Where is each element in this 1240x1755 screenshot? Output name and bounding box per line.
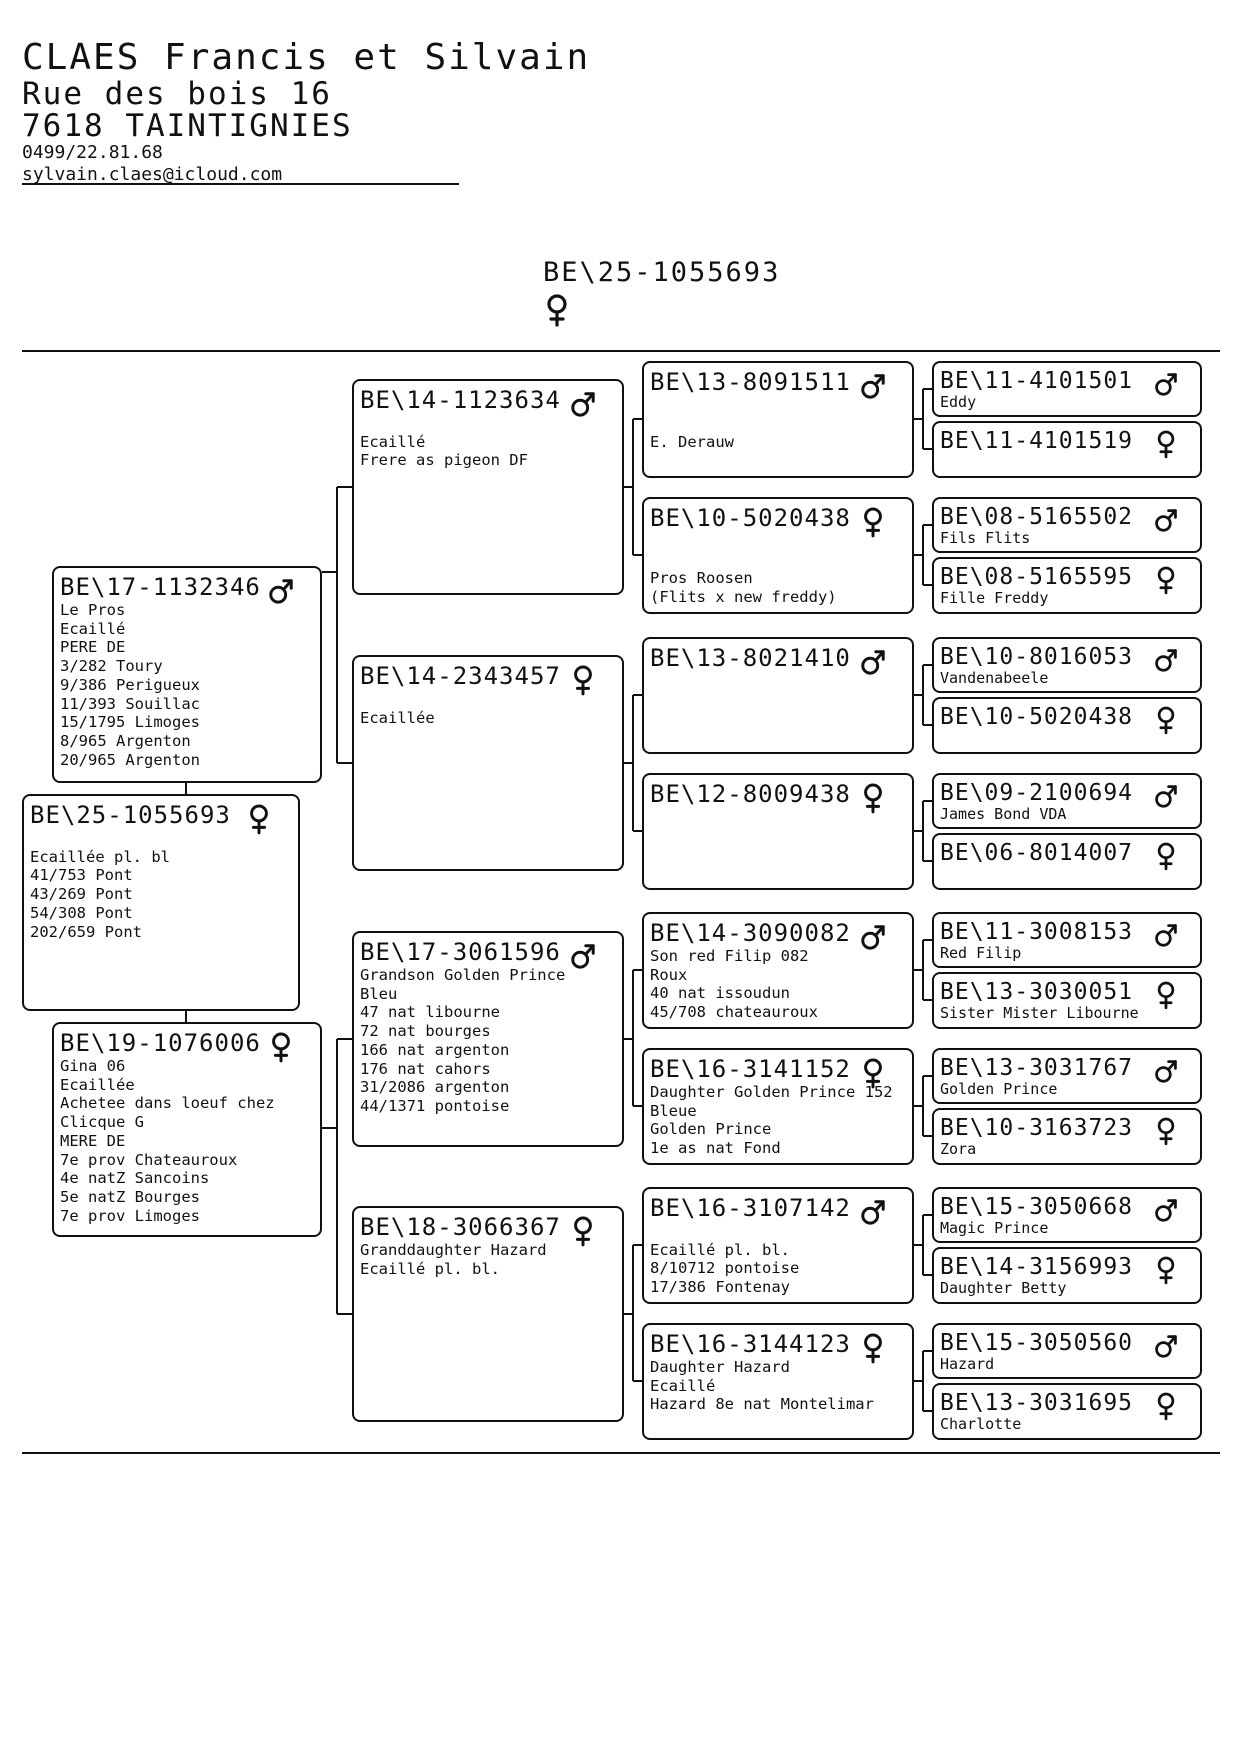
card-note-line: Ecaillé	[360, 432, 426, 451]
card-note-line: 45/708 chateauroux	[650, 1003, 818, 1022]
card-note-line: Clicque G	[60, 1113, 144, 1132]
female-icon	[570, 1215, 596, 1247]
pedigree-card-gen4-8[interactable]	[932, 833, 1202, 890]
ring-number: BE\14-1123634	[360, 386, 561, 414]
ring-number: BE\14-3156993	[940, 1254, 1134, 1280]
card-note-line: 166 nat argenton	[360, 1040, 510, 1059]
ring-number: BE\11-4101519	[940, 428, 1134, 454]
ring-number: BE\15-3050560	[940, 1330, 1134, 1356]
card-note-line: 72 nat bourges	[360, 1022, 491, 1041]
male-icon	[1154, 1056, 1178, 1086]
male-icon	[570, 940, 596, 972]
ring-number: BE\13-3031767	[940, 1055, 1134, 1081]
card-note-line: 7e prov Chateauroux	[60, 1150, 238, 1169]
pedigree-card-gen3-3[interactable]	[642, 637, 914, 754]
card-note-line: 3/282 Toury	[60, 657, 163, 676]
card-note-line: 15/1795 Limoges	[60, 713, 200, 732]
card-note-line: Sister Mister Libourne	[940, 1004, 1139, 1022]
pedigree-card-gen4-9[interactable]	[932, 912, 1202, 968]
card-note-line: Ecaillé	[650, 1376, 716, 1395]
pedigree-card-gen4-2[interactable]	[932, 421, 1202, 478]
card-note-line: 47 nat libourne	[360, 1003, 500, 1022]
pedigree-card-gen4-3[interactable]	[932, 497, 1202, 553]
card-note-line	[650, 415, 906, 434]
card-note-line: Ecaillé pl. bl.	[360, 1259, 500, 1278]
card-note-line: Hazard 8e nat Montelimar	[650, 1395, 874, 1414]
card-note-line: MERE DE	[60, 1131, 126, 1150]
female-icon	[860, 1332, 886, 1364]
breeder-email: sylvain.claes@icloud.com	[22, 164, 283, 185]
ring-number: BE\10-3163723	[940, 1115, 1134, 1141]
ring-number: BE\12-8009438	[650, 780, 851, 808]
pedigree-card-subject[interactable]	[22, 794, 300, 1011]
male-icon	[268, 575, 294, 607]
pedigree-card-gen4-10[interactable]	[932, 972, 1202, 1029]
ring-number: BE\10-5020438	[650, 504, 851, 532]
card-note-line: Roux	[650, 965, 688, 984]
female-icon	[860, 782, 886, 814]
pedigree-card-sire[interactable]	[52, 566, 322, 783]
male-icon	[1154, 645, 1178, 675]
card-note-line: Gina 06	[60, 1057, 126, 1075]
pedigree-card-gen4-11[interactable]	[932, 1048, 1202, 1104]
ring-number: BE\18-3066367	[360, 1213, 561, 1241]
ring-number: BE\16-3141152	[650, 1055, 851, 1083]
card-note-line: Grandson Golden Prince	[360, 966, 566, 984]
card-note-line: 44/1371 pontoise	[360, 1096, 510, 1115]
pedigree-card-sire-sire[interactable]	[352, 379, 624, 595]
card-notes	[650, 532, 906, 607]
card-note-line: 17/386 Fontenay	[650, 1278, 790, 1297]
ring-number: BE\08-5165595	[940, 564, 1134, 590]
card-note-line: Red Filip	[940, 944, 1022, 962]
female-icon	[1154, 429, 1178, 459]
ring-number: BE\13-8021410	[650, 644, 851, 672]
ring-number: BE\10-5020438	[940, 704, 1134, 730]
ring-number: BE\11-4101501	[940, 368, 1134, 394]
card-note-line: Ecaillée	[60, 1075, 135, 1094]
card-notes	[30, 829, 292, 941]
male-icon	[860, 1196, 886, 1228]
male-icon	[1154, 920, 1178, 950]
ring-number: BE\15-3050668	[940, 1194, 1134, 1220]
pedigree-card-gen4-13[interactable]	[932, 1187, 1202, 1243]
ring-number: BE\14-3090082	[650, 919, 851, 947]
female-icon	[570, 664, 596, 696]
card-note-line: Fils Flits	[940, 529, 1031, 547]
pedigree-card-sire-dam[interactable]	[352, 655, 624, 871]
subject-ring-number: BE\25-1055693	[543, 257, 781, 288]
ring-number: BE\17-1132346	[60, 573, 261, 601]
female-icon	[1154, 705, 1178, 735]
card-note-line: James Bond VDA	[940, 805, 1067, 823]
female-icon	[1154, 565, 1178, 595]
card-note-line: Daughter Hazard	[650, 1358, 790, 1376]
breeder-name: CLAES Francis et Silvain	[22, 37, 591, 78]
card-note-line: Ecaillée pl. bl	[30, 847, 170, 866]
card-notes	[360, 966, 616, 1116]
pedigree-card-gen3-2[interactable]	[642, 497, 914, 614]
ring-number: BE\06-8014007	[940, 840, 1134, 866]
ring-number: BE\16-3107142	[650, 1194, 851, 1222]
card-note-line: Bleu	[360, 984, 398, 1003]
pedigree-card-gen3-7[interactable]	[642, 1187, 914, 1304]
female-icon	[860, 1057, 886, 1089]
card-note-line: 8/10712 pontoise	[650, 1259, 800, 1278]
card-note-line: Golden Prince	[650, 1120, 772, 1139]
male-icon	[860, 646, 886, 678]
female-icon	[1154, 1255, 1178, 1285]
card-note-line: Frere as pigeon DF	[360, 451, 528, 470]
card-note-line: (Flits x new freddy)	[650, 588, 837, 607]
female-icon	[1154, 1391, 1178, 1421]
card-note-line: Ecaillé	[60, 619, 126, 638]
card-note-line: Granddaughter Hazard	[360, 1241, 547, 1259]
card-note-line: Daughter Betty	[940, 1279, 1067, 1297]
card-note-line	[650, 551, 906, 570]
pedigree-card-gen4-15[interactable]	[932, 1323, 1202, 1379]
card-note-line: PERE DE	[60, 638, 126, 657]
ring-number: BE\25-1055693	[30, 801, 231, 829]
male-icon	[1154, 781, 1178, 811]
male-icon	[1154, 1195, 1178, 1225]
card-note-line: E. Derauw	[650, 433, 734, 452]
pedigree-card-gen4-16[interactable]	[932, 1383, 1202, 1440]
pedigree-card-gen4-12[interactable]	[932, 1108, 1202, 1165]
card-note-line: Ecaillée	[360, 708, 435, 727]
ring-number: BE\13-3030051	[940, 979, 1134, 1005]
card-note-line: 202/659 Pont	[30, 922, 142, 941]
card-notes	[60, 601, 314, 769]
pedigree-card-gen3-1[interactable]	[642, 361, 914, 478]
card-notes	[650, 1358, 906, 1414]
card-notes	[650, 1222, 906, 1297]
card-note-line: 176 nat cahors	[360, 1059, 491, 1078]
male-icon	[570, 388, 596, 420]
pedigree-card-gen4-14[interactable]	[932, 1247, 1202, 1304]
card-note-line: 5e natZ Bourges	[60, 1187, 200, 1206]
card-note-line: Pros Roosen	[650, 569, 753, 588]
card-note-line: 7e prov Limoges	[60, 1206, 200, 1225]
ring-number: BE\11-3008153	[940, 919, 1134, 945]
female-icon	[860, 506, 886, 538]
card-note-line: Daughter Golden Prince 152	[650, 1083, 893, 1101]
pedigree-card-dam-dam[interactable]	[352, 1206, 624, 1422]
card-notes	[650, 1083, 906, 1158]
pedigree-card-gen4-7[interactable]	[932, 773, 1202, 829]
card-notes	[650, 947, 906, 1022]
pedigree-card-gen3-8[interactable]	[642, 1323, 914, 1440]
card-note-line: Golden Prince	[940, 1080, 1058, 1098]
pedigree-card-dam-sire[interactable]	[352, 931, 624, 1147]
card-note-line: 20/965 Argenton	[60, 750, 200, 769]
male-icon	[1154, 505, 1178, 535]
card-notes	[360, 414, 616, 470]
male-icon	[860, 370, 886, 402]
card-note-line: 40 nat issoudun	[650, 984, 790, 1003]
ring-number: BE\19-1076006	[60, 1029, 261, 1057]
ring-number: BE\13-3031695	[940, 1390, 1134, 1416]
card-note-line: Charlotte	[940, 1415, 1022, 1433]
card-note-line: Achetee dans loeuf chez	[60, 1094, 275, 1113]
ring-number: BE\17-3061596	[360, 938, 561, 966]
card-note-line: 54/308 Pont	[30, 903, 133, 922]
male-icon	[860, 921, 886, 953]
card-note-line: Magic Prince	[940, 1219, 1049, 1237]
male-icon	[1154, 1331, 1178, 1361]
male-icon	[1154, 369, 1178, 399]
ring-number: BE\10-8016053	[940, 644, 1134, 670]
card-note-line: Eddy	[940, 393, 977, 411]
card-note-line: 9/386 Perigueux	[60, 675, 200, 694]
card-note-line: 8/965 Argenton	[60, 731, 191, 750]
pedigree-card-gen4-6[interactable]	[932, 697, 1202, 754]
card-note-line: 43/269 Pont	[30, 885, 133, 904]
pedigree-card-gen3-5[interactable]	[642, 912, 914, 1029]
card-note-line: Hazard	[940, 1355, 995, 1373]
card-notes	[60, 1057, 314, 1225]
pedigree-card-gen4-5[interactable]	[932, 637, 1202, 693]
card-note-line: 41/753 Pont	[30, 866, 133, 885]
pedigree-card-gen4-1[interactable]	[932, 361, 1202, 417]
ring-number: BE\09-2100694	[940, 780, 1134, 806]
card-note-line: Fille Freddy	[940, 589, 1049, 607]
pedigree-card-gen3-6[interactable]	[642, 1048, 914, 1165]
card-notes	[650, 396, 906, 452]
card-note-line: Le Pros	[60, 601, 126, 619]
pedigree-card-gen3-4[interactable]	[642, 773, 914, 890]
ring-number: BE\16-3144123	[650, 1330, 851, 1358]
card-note-line: Ecaillé pl. bl.	[650, 1240, 790, 1259]
card-note-line: 1e as nat Fond	[650, 1139, 781, 1158]
card-note-line: 31/2086 argenton	[360, 1078, 510, 1097]
card-note-line: Bleue	[650, 1101, 697, 1120]
card-note-line: Vandenabeele	[940, 669, 1049, 687]
card-note-line: Son red Filip 082	[650, 947, 809, 965]
female-icon	[246, 803, 272, 835]
ring-number: BE\13-8091511	[650, 368, 851, 396]
pedigree-card-dam[interactable]	[52, 1022, 322, 1237]
breeder-street: Rue des bois 16	[22, 76, 332, 112]
breeder-phone: 0499/22.81.68	[22, 142, 163, 163]
female-icon	[1154, 841, 1178, 871]
female-icon	[1154, 1116, 1178, 1146]
ring-number: BE\08-5165502	[940, 504, 1134, 530]
breeder-city: 7618 TAINTIGNIES	[22, 108, 353, 144]
card-note-line: 11/393 Souillac	[60, 694, 200, 713]
female-icon	[268, 1031, 294, 1063]
ring-number: BE\14-2343457	[360, 662, 561, 690]
female-icon	[1154, 980, 1178, 1010]
card-note-line: Zora	[940, 1140, 977, 1158]
pedigree-card-gen4-4[interactable]	[932, 557, 1202, 614]
card-note-line: 4e natZ Sancoins	[60, 1169, 210, 1188]
